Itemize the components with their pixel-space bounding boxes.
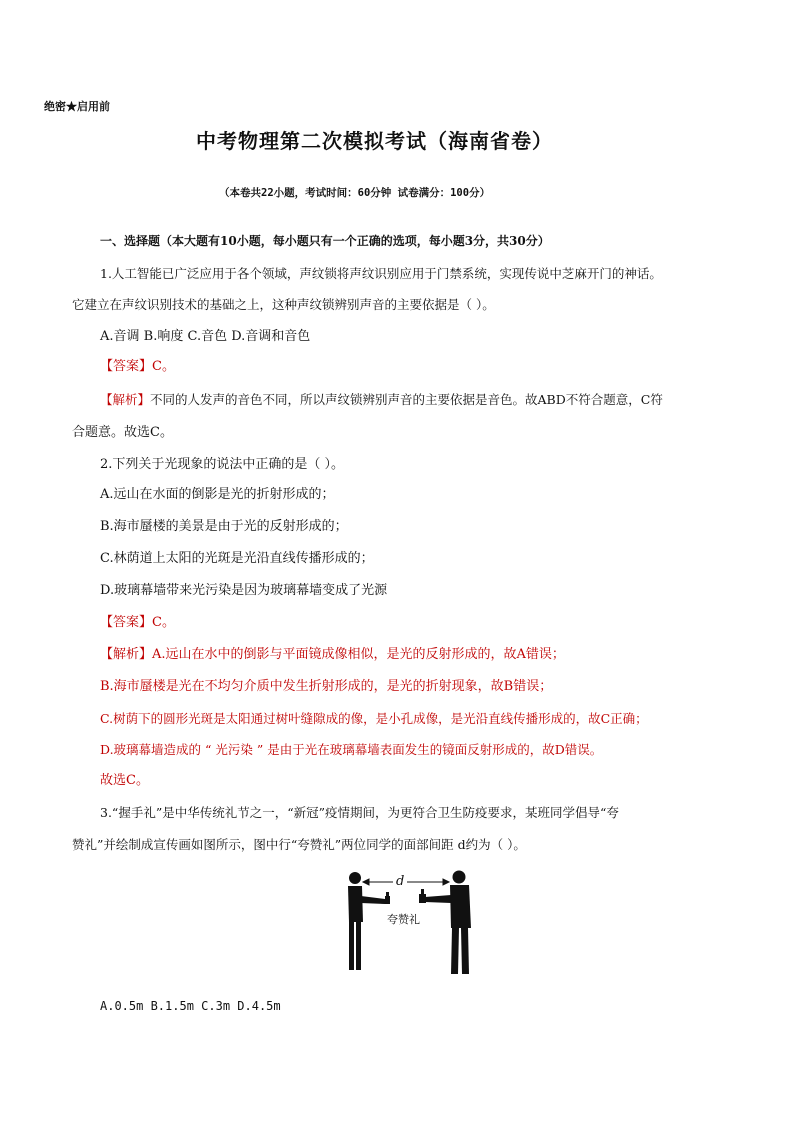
analysis-label: 【解析】 <box>100 392 151 407</box>
figure-caption: 夸赞礼 <box>387 913 420 926</box>
exam-info: （本卷共22小题，考试时间：60分钟 试卷满分：100分） <box>219 187 491 199</box>
right-person <box>419 871 471 975</box>
answer-value: C。 <box>152 359 175 374</box>
section-heading: 一、选择题（本大题有10小题，每小题只有一个正确的选项，每小题3分，共30分） <box>100 234 550 248</box>
q3-stem-line1: 3.“握手礼”是中华传统礼节之一，“新冠”疫情期间，为更符合卫生防疫要求，某班同学倡导“夸 <box>100 805 619 820</box>
left-person <box>348 872 390 970</box>
page-title: 中考物理第二次模拟考试（海南省卷） <box>196 129 553 153</box>
q3-stem-line2: 赞礼”并绘制成宣传画如图所示，图中行“夸赞礼”两位同学的面部间距 d约为（ ）。 <box>72 837 526 852</box>
distance-label: d <box>396 874 405 889</box>
q1-analysis-line1 <box>100 391 663 409</box>
q1-stem-line1: 1.人工智能已广泛应用于各个领域，声纹锁将声纹识别应用于门禁系统，实现传说中芝麻开门的神话。 <box>100 266 662 281</box>
q2-answer <box>100 614 175 632</box>
q2-conclusion: 故选C。 <box>100 773 149 788</box>
praise-gesture-figure <box>335 868 485 980</box>
q2-option-b: B.海市蜃楼的美景是由于光的反射形成的； <box>100 519 348 534</box>
distance-arrow <box>363 879 449 885</box>
q2-option-d: D.玻璃幕墙带来光污染是因为玻璃幕墙变成了光源 <box>100 583 388 598</box>
analysis-text: A.远山在水中的倒影与平面镜成像相似，是光的反射形成的，故A错误； <box>152 647 565 662</box>
answer-label: 【答案】 <box>100 615 153 630</box>
answer-value: C。 <box>152 615 175 630</box>
q2-option-a: A.远山在水面的倒影是光的折射形成的； <box>100 487 335 502</box>
q2-analysis-b: B.海市蜃楼是光在不均匀介质中发生折射形成的，是光的折射现象，故B错误； <box>100 679 553 694</box>
q2-analysis-a <box>100 646 565 664</box>
answer-label: 【答案】 <box>100 359 153 374</box>
q3-options: A.0.5m B.1.5m C.3m D.4.5m <box>100 999 281 1013</box>
q2-option-c: C.林荫道上太阳的光斑是光沿直线传播形成的； <box>100 551 374 566</box>
q2-analysis-c: C.树荫下的圆形光斑是太阳通过树叶缝隙成的像，是小孔成像，是光沿直线传播形成的，故C正确； <box>100 711 648 726</box>
q1-answer <box>100 358 175 376</box>
q1-options: A.音调 B.响度 C.音色 D.音调和音色 <box>100 329 311 344</box>
analysis-text: 不同的人发声的音色不同，所以声纹锁辨别声音的主要依据是音色。故ABD不符合题意，C符 <box>150 392 663 407</box>
q2-stem: 2.下列关于光现象的说法中正确的是（ ）。 <box>100 457 345 472</box>
analysis-label: 【解析】 <box>100 647 153 662</box>
q1-stem-line2: 它建立在声纹识别技术的基础之上，这种声纹锁辨别声音的主要依据是（ ）。 <box>72 297 495 312</box>
q2-analysis-d: D.玻璃幕墙造成的 “ 光污染 ” 是由于光在玻璃幕墙表面发生的镜面反射形成的，故D错误。 <box>100 742 603 757</box>
q1-analysis-line2: 合题意。故选C。 <box>72 425 173 440</box>
secret-label: 绝密★启用前 <box>44 100 110 113</box>
